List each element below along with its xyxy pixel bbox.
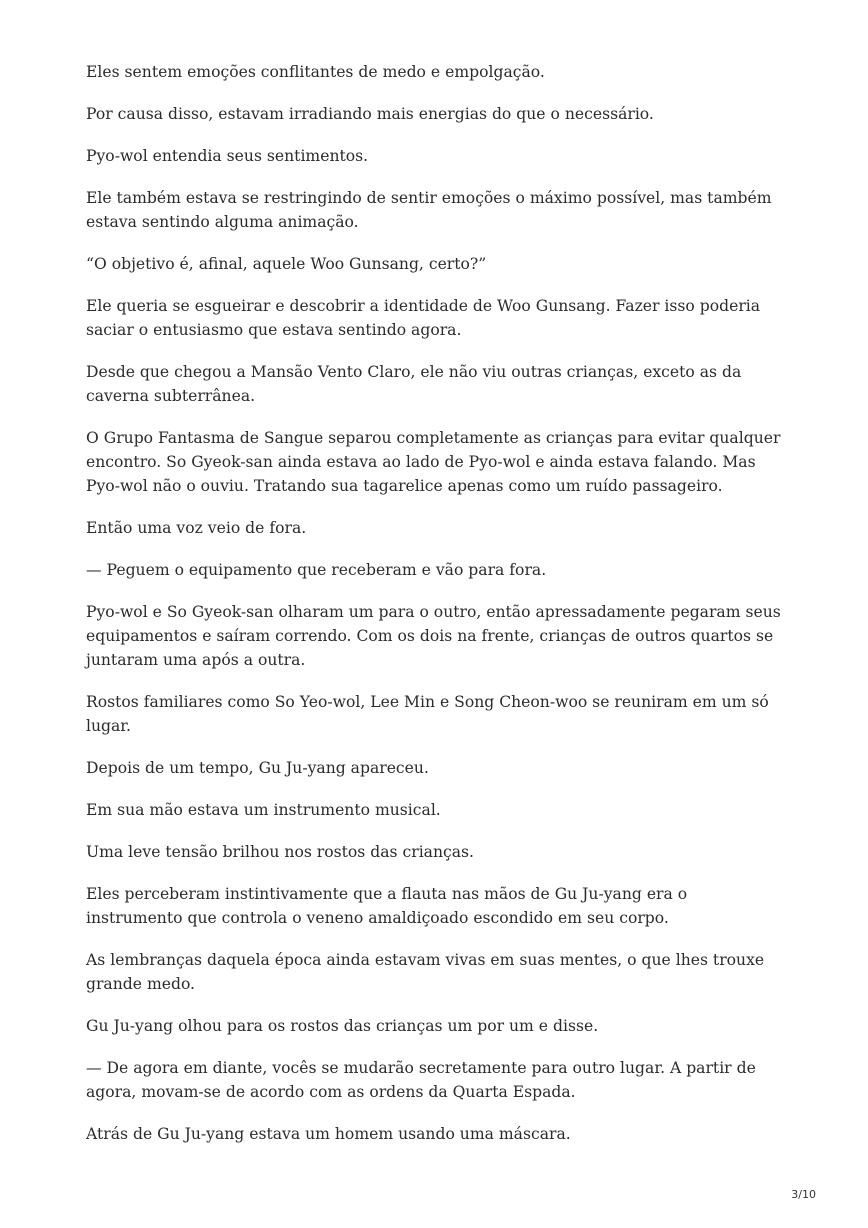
paragraph: Pyo-wol entendia seus sentimentos. bbox=[86, 147, 369, 165]
paragraph: “O objetivo é, afinal, aquele Woo Gunsang, certo?” bbox=[86, 255, 487, 273]
paragraph: Então uma voz veio de fora. bbox=[86, 519, 307, 537]
paragraph: Ele também estava se restringindo de sentir emoções o máximo possível, mas também estava sentindo alguma animação. bbox=[86, 189, 772, 231]
paragraph: As lembranças daquela época ainda estavam vivas em suas mentes, o que lhes trouxe grande medo. bbox=[86, 951, 765, 993]
paragraph: Uma leve tensão brilhou nos rostos das crianças. bbox=[86, 843, 475, 861]
page-number: 3/10 bbox=[791, 1188, 816, 1201]
document-body bbox=[86, 60, 786, 1164]
paragraph: — De agora em diante, vocês se mudarão secretamente para outro lugar. A partir de agora, movam-se de acordo com as ordens da Quarta Espada. bbox=[86, 1059, 756, 1101]
paragraph: Eles sentem emoções conflitantes de medo e empolgação. bbox=[86, 63, 545, 81]
paragraph: Depois de um tempo, Gu Ju-yang apareceu. bbox=[86, 759, 429, 777]
paragraph: Atrás de Gu Ju-yang estava um homem usando uma máscara. bbox=[86, 1125, 571, 1143]
paragraph: Gu Ju-yang olhou para os rostos das crianças um por um e disse. bbox=[86, 1017, 599, 1035]
paragraph: Por causa disso, estavam irradiando mais energias do que o necessário. bbox=[86, 105, 654, 123]
paragraph: Em sua mão estava um instrumento musical. bbox=[86, 801, 441, 819]
paragraph: — Peguem o equipamento que receberam e vão para fora. bbox=[86, 561, 547, 579]
paragraph: O Grupo Fantasma de Sangue separou completamente as crianças para evitar qualquer encontro. So Gyeok-san ainda estava ao lado de Pyo-wol e ainda estava falando. Mas Pyo-wol não o ouviu. Tratando sua tagarelice apenas como um ruído passageiro. bbox=[86, 429, 781, 495]
paragraph: Ele queria se esgueirar e descobrir a identidade de Woo Gunsang. Fazer isso poderia saciar o entusiasmo que estava sentindo agora. bbox=[86, 297, 761, 339]
paragraph: Desde que chegou a Mansão Vento Claro, ele não viu outras crianças, exceto as da caverna subterrânea. bbox=[86, 363, 742, 405]
paragraph: Rostos familiares como So Yeo-wol, Lee Min e Song Cheon-woo se reuniram em um só lugar. bbox=[86, 693, 769, 735]
paragraph: Eles perceberam instintivamente que a flauta nas mãos de Gu Ju-yang era o instrumento que controla o veneno amaldiçoado escondido em seu corpo. bbox=[86, 885, 688, 927]
paragraph: Pyo-wol e So Gyeok-san olharam um para o outro, então apressadamente pegaram seus equipamentos e saíram correndo. Com os dois na frente, crianças de outros quartos se juntaram uma após a outra. bbox=[86, 603, 781, 669]
